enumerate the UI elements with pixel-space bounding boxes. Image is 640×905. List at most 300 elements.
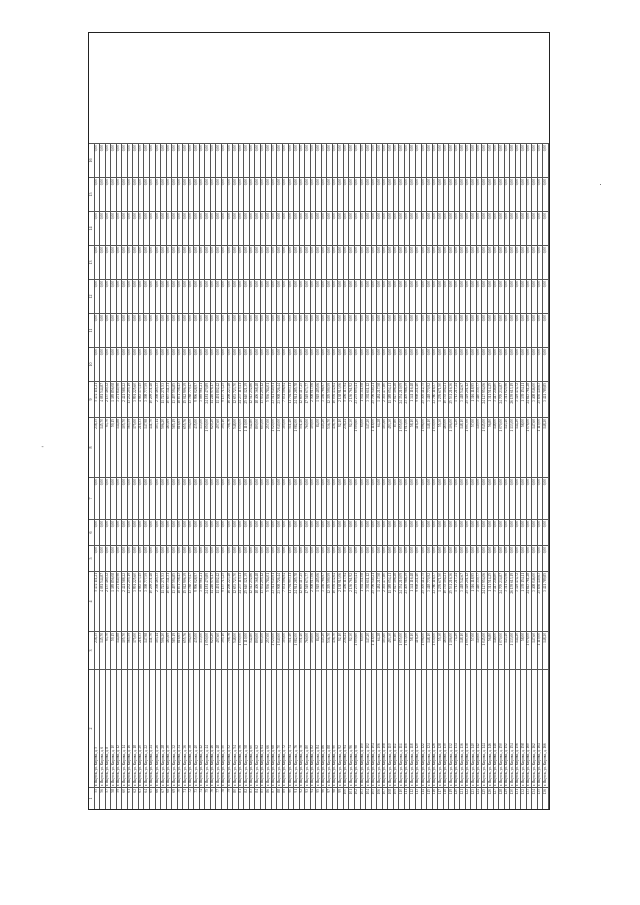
value-cell: 10 735 104,21 [444, 571, 450, 631]
value-cell: 145,20 [322, 631, 328, 669]
value-cell: 0,00 [255, 313, 261, 347]
value-cell: 0,00 [505, 211, 511, 245]
header-cell: 7 [89, 477, 95, 519]
value-cell: 148,10 [427, 631, 433, 669]
value-cell: 9 608 211,40 [416, 381, 422, 417]
value-cell: 0,00 [322, 477, 328, 519]
value-cell: 0,00 [194, 245, 200, 279]
value-cell: 238,35 [95, 631, 101, 669]
value-cell: 0,00 [277, 347, 283, 381]
row-number-cell: 95 [316, 787, 322, 809]
value-cell: 23 908 726,44 [277, 571, 283, 631]
value-cell: 0,00 [422, 477, 428, 519]
row-number-cell: 79 [228, 787, 234, 809]
value-cell: 0,00 [499, 347, 505, 381]
value-cell: 0,00 [277, 545, 283, 571]
value-cell: 0,00 [499, 279, 505, 313]
address-cell: г. Якутск, ул. Кирова, д. 116 [405, 669, 411, 787]
header-cell: 4 [89, 571, 95, 631]
header-cell: 3 [89, 631, 95, 669]
value-cell: 1 949 485,06 [316, 571, 322, 631]
value-cell: 493,30 [388, 417, 394, 477]
value-cell: 0,00 [505, 477, 511, 519]
value-cell: 0,00 [416, 143, 422, 177]
value-cell: 0,00 [216, 177, 222, 211]
value-cell: 5 936 784,01 [266, 381, 272, 417]
value-cell: 0,00 [377, 347, 383, 381]
value-cell: 0,00 [488, 245, 494, 279]
address-cell: г. Якутск, ул. Кирова, д. 74 [289, 669, 295, 787]
address-cell: г. Якутск, ул. Кирова, д. 30 [167, 669, 173, 787]
value-cell: 0,00 [466, 347, 472, 381]
value-cell: 800,00 [255, 417, 261, 477]
value-cell: 0,00 [117, 211, 123, 245]
value-cell: 1 076,00 [527, 631, 533, 669]
value-cell: 0,00 [405, 519, 411, 545]
value-cell: 1 020,00 [272, 631, 278, 669]
value-cell: 3 271 840,96 [117, 571, 123, 631]
value-cell: 0,00 [366, 279, 372, 313]
value-cell: 0,00 [239, 279, 245, 313]
value-cell: 0,00 [216, 143, 222, 177]
value-cell: 0,00 [527, 143, 533, 177]
value-cell: 0,00 [466, 279, 472, 313]
value-cell: 0,00 [460, 347, 466, 381]
value-cell: 0,00 [250, 477, 256, 519]
row-number-cell: 100 [344, 787, 350, 809]
value-cell: 0,00 [205, 143, 211, 177]
value-cell: 5 456 117,94 [344, 571, 350, 631]
value-cell: 0,00 [95, 245, 101, 279]
address-cell: г. Якутск, ул. Кирова, д. 98 [355, 669, 361, 787]
value-cell: 0,00 [311, 545, 317, 571]
value-cell: 0,00 [521, 211, 527, 245]
value-cell: 0,00 [150, 545, 156, 571]
value-cell: 800,00 [255, 631, 261, 669]
value-cell: 0,00 [305, 143, 311, 177]
value-cell: 0,00 [366, 143, 372, 177]
value-cell: 0,00 [355, 245, 361, 279]
value-cell: 1 389 856,08 [111, 571, 117, 631]
value-cell: 0,00 [111, 211, 117, 245]
value-cell: 15 042 906,39 [183, 381, 189, 417]
value-cell: 5 472 111,21 [95, 381, 101, 417]
value-cell: 133,00 [200, 631, 206, 669]
value-cell: 0,00 [427, 477, 433, 519]
value-cell: 0,00 [139, 519, 145, 545]
value-cell: 0,00 [172, 211, 178, 245]
value-cell: 12 395 599,59 [327, 381, 333, 417]
value-cell: 1 133,00 [510, 631, 516, 669]
row-number-cell: 111 [405, 787, 411, 809]
value-cell: 0,00 [471, 245, 477, 279]
value-cell: 0,00 [117, 477, 123, 519]
value-cell: 2 138 913,06 [338, 571, 344, 631]
value-cell: 0,00 [427, 177, 433, 211]
value-cell: 0,00 [383, 347, 389, 381]
value-cell: 0,00 [233, 519, 239, 545]
value-cell: 0,00 [444, 519, 450, 545]
value-cell: 0,00 [283, 279, 289, 313]
row-number-cell: 77 [216, 787, 222, 809]
value-cell: 0,00 [250, 211, 256, 245]
value-cell: 0,00 [521, 477, 527, 519]
row-number-cell: 56 [100, 787, 106, 809]
header-cell: 2 [89, 669, 95, 787]
address-cell: г. Якутск, ул. Кирова, д. 158 [521, 669, 527, 787]
value-cell: 1 311 514,25 [488, 381, 494, 417]
value-cell: 0,00 [283, 545, 289, 571]
value-cell: 0,00 [516, 177, 522, 211]
value-cell: 0,00 [305, 279, 311, 313]
header-cell: 6 [89, 519, 95, 545]
value-cell: 0,00 [189, 211, 195, 245]
value-cell: 0,00 [377, 313, 383, 347]
value-cell: 0,00 [449, 477, 455, 519]
value-cell: 0,00 [183, 279, 189, 313]
value-cell: 0,00 [466, 211, 472, 245]
value-cell: 0,00 [117, 143, 123, 177]
row-number-cell: 72 [189, 787, 195, 809]
value-cell: 0,00 [449, 245, 455, 279]
value-cell: 58,10 [410, 417, 416, 477]
value-cell: 0,00 [355, 545, 361, 571]
value-cell: 0,00 [189, 313, 195, 347]
value-cell: 0,00 [289, 477, 295, 519]
value-cell: 4 081 544,87 [100, 571, 106, 631]
value-cell: 0,00 [516, 245, 522, 279]
value-cell: 0,00 [305, 347, 311, 381]
value-cell: 0,00 [383, 519, 389, 545]
data-table [88, 32, 550, 810]
value-cell: 0,00 [494, 545, 500, 571]
value-cell: 0,00 [95, 313, 101, 347]
address-cell: г. Якутск, ул. Кирова, д. 162 [532, 669, 538, 787]
value-cell: 23 275 605,41 [355, 381, 361, 417]
value-cell: 0,00 [527, 313, 533, 347]
value-cell: 23 908 726,44 [277, 381, 283, 417]
value-cell: 0,00 [349, 177, 355, 211]
value-cell: 493,30 [388, 631, 394, 669]
value-cell: 0,00 [283, 477, 289, 519]
value-cell: 0,00 [172, 545, 178, 571]
value-cell: 0,00 [261, 519, 267, 545]
value-cell: 0,00 [300, 279, 306, 313]
value-cell: 1 096,00 [422, 417, 428, 477]
value-cell: 218,33 [139, 417, 145, 477]
address-cell: г. Якутск, ул. Кирова, д. 160 [527, 669, 533, 787]
value-cell: 0,00 [117, 313, 123, 347]
value-cell: 5 936 784,01 [266, 571, 272, 631]
value-cell: 0,00 [372, 347, 378, 381]
value-cell: 13 232 205,19 [128, 381, 134, 417]
value-cell: 0,00 [449, 211, 455, 245]
value-cell: 436,70 [333, 417, 339, 477]
value-cell: 0,00 [244, 347, 250, 381]
value-cell: 463,69 [167, 417, 173, 477]
value-cell: 0,00 [433, 519, 439, 545]
value-cell: 708,76 [228, 417, 234, 477]
value-cell: 603,00 [261, 417, 267, 477]
value-cell: 0,00 [100, 347, 106, 381]
value-cell: 1 055,00 [399, 631, 405, 669]
row-number-cell: 62 [133, 787, 139, 809]
value-cell: 0,00 [283, 245, 289, 279]
value-cell: 58,00 [521, 631, 527, 669]
value-cell: 465,00 [444, 417, 450, 477]
value-cell: 0,00 [527, 545, 533, 571]
value-cell: 0,00 [399, 245, 405, 279]
value-cell: 3 991 225,60 [133, 381, 139, 417]
value-cell: 0,00 [255, 545, 261, 571]
value-cell: 594,00 [189, 631, 195, 669]
row-number-cell: 112 [410, 787, 416, 809]
value-cell: 0,00 [261, 477, 267, 519]
value-cell: 0,00 [433, 477, 439, 519]
value-cell: 1 030,00 [433, 417, 439, 477]
row-number-cell: 96 [322, 787, 328, 809]
value-cell: 0,00 [228, 245, 234, 279]
value-cell: 0,00 [438, 347, 444, 381]
value-cell: 0,00 [532, 347, 538, 381]
value-cell: 0,00 [372, 279, 378, 313]
value-cell: 0,00 [106, 177, 112, 211]
value-cell: 0,00 [222, 519, 228, 545]
value-cell: 0,00 [327, 245, 333, 279]
value-cell: 0,00 [521, 519, 527, 545]
value-cell: 0,00 [349, 245, 355, 279]
value-cell: 0,00 [128, 347, 134, 381]
value-cell: 0,00 [122, 477, 128, 519]
value-cell: 0,00 [255, 211, 261, 245]
value-cell: 0,00 [239, 519, 245, 545]
value-cell: 0,00 [289, 347, 295, 381]
value-cell: 148,20 [543, 631, 549, 669]
value-cell: 0,00 [416, 245, 422, 279]
value-cell: 0,00 [277, 313, 283, 347]
value-cell: 1 276 671,50 [438, 381, 444, 417]
address-cell: г. Якутск, ул. Кирова, д. 56 [239, 669, 245, 787]
address-cell: г. Якутск, ул. Кирова, д. 44 [205, 669, 211, 787]
value-cell: 0,00 [189, 545, 195, 571]
value-cell: 26 159 613,19 [510, 381, 516, 417]
value-cell: 0,00 [377, 545, 383, 571]
row-number-cell: 82 [244, 787, 250, 809]
value-cell: 0,00 [95, 477, 101, 519]
value-cell: 0,00 [172, 519, 178, 545]
value-cell: 0,00 [228, 545, 234, 571]
value-cell: 0,00 [133, 279, 139, 313]
value-cell: 149,00 [477, 417, 483, 477]
value-cell: 0,00 [167, 279, 173, 313]
value-cell: 620,20 [211, 631, 217, 669]
header-cell: 13 [89, 245, 95, 279]
value-cell: 11 723 271,53 [161, 571, 167, 631]
value-cell: 12 653 723,70 [233, 571, 239, 631]
value-cell: 0,00 [327, 143, 333, 177]
row-number-cell: 107 [383, 787, 389, 809]
value-cell: 3 392 611,12 [366, 381, 372, 417]
value-cell: 0,00 [172, 279, 178, 313]
value-cell: 0,00 [322, 347, 328, 381]
value-cell: 0,00 [122, 177, 128, 211]
value-cell: 416,20 [416, 417, 422, 477]
address-cell: г. Якутск, ул. Кирова, д. 104 [372, 669, 378, 787]
value-cell: 0,00 [178, 211, 184, 245]
value-cell: 0,00 [100, 211, 106, 245]
value-cell: 0,00 [338, 245, 344, 279]
value-cell: 0,00 [216, 347, 222, 381]
value-cell: 0,00 [200, 211, 206, 245]
value-cell: 0,00 [322, 279, 328, 313]
value-cell: 0,00 [494, 477, 500, 519]
value-cell: 0,00 [205, 347, 211, 381]
value-cell: 0,00 [405, 279, 411, 313]
address-cell: г. Якутск, ул. Кирова, д. 80 [305, 669, 311, 787]
value-cell: 0,00 [543, 477, 549, 519]
scan-speck [600, 184, 601, 185]
row-number-cell: 117 [438, 787, 444, 809]
row-number-cell: 57 [106, 787, 112, 809]
value-cell: 65,00 [361, 417, 367, 477]
value-cell: 0,00 [305, 313, 311, 347]
value-cell: 0,00 [100, 477, 106, 519]
address-cell: г. Якутск, ул. Кирова, д. 152 [505, 669, 511, 787]
value-cell: 11 491 802,42 [216, 571, 222, 631]
value-cell: 0,00 [305, 245, 311, 279]
row-number-cell: 102 [355, 787, 361, 809]
value-cell: 1 055,00 [399, 417, 405, 477]
value-cell: 0,00 [305, 477, 311, 519]
value-cell: 0,00 [211, 545, 217, 571]
row-number-cell: 87 [272, 787, 278, 809]
value-cell: 2 138 913,06 [338, 381, 344, 417]
row-number-cell: 88 [277, 787, 283, 809]
value-cell: 3 418 542,67 [460, 571, 466, 631]
value-cell: 0,00 [422, 279, 428, 313]
value-cell: 2 398 465,33 [156, 571, 162, 631]
value-cell: 0,00 [183, 143, 189, 177]
value-cell: 24 941 285,78 [294, 381, 300, 417]
value-cell: 0,00 [250, 545, 256, 571]
value-cell: 0,00 [372, 519, 378, 545]
value-cell: 0,00 [294, 313, 300, 347]
value-cell: 0,00 [494, 279, 500, 313]
row-number-cell: 81 [239, 787, 245, 809]
value-cell: 0,00 [222, 545, 228, 571]
value-cell: 0,00 [543, 519, 549, 545]
row-number-cell: 132 [521, 787, 527, 809]
value-cell: 0,00 [466, 545, 472, 571]
value-cell: 0,00 [106, 143, 112, 177]
value-cell: 109,00 [311, 417, 317, 477]
value-cell: 0,00 [361, 477, 367, 519]
value-cell: 0,00 [482, 545, 488, 571]
row-number-cell: 134 [532, 787, 538, 809]
value-cell: 0,00 [471, 313, 477, 347]
value-cell: 0,00 [455, 177, 461, 211]
value-cell: 0,00 [211, 519, 217, 545]
value-cell: 3 311 025,96 [505, 571, 511, 631]
value-cell: 0,00 [266, 279, 272, 313]
value-cell: 0,00 [228, 211, 234, 245]
row-number-cell: 76 [211, 787, 217, 809]
value-cell: 1 502 311,08 [361, 381, 367, 417]
value-cell: 0,00 [377, 143, 383, 177]
value-cell: 0,00 [333, 477, 339, 519]
row-number-cell: 125 [482, 787, 488, 809]
value-cell: 0,00 [405, 143, 411, 177]
value-cell: 3 398 777,59 [144, 571, 150, 631]
value-cell: 2 027 106,28 [394, 381, 400, 417]
address-cell: г. Якутск, ул. Кирова, д. 46 [211, 669, 217, 787]
value-cell: 0,00 [460, 245, 466, 279]
value-cell: 0,00 [228, 177, 234, 211]
value-cell: 105,70 [122, 631, 128, 669]
address-cell: г. Якутск, ул. Кирова, д. 22 [144, 669, 150, 787]
value-cell: 655,76 [183, 417, 189, 477]
value-cell: 0,00 [122, 347, 128, 381]
value-cell: 0,00 [200, 545, 206, 571]
value-cell: 441,70 [150, 631, 156, 669]
value-cell: 0,00 [471, 545, 477, 571]
value-cell: 0,00 [477, 477, 483, 519]
value-cell: 0,00 [289, 177, 295, 211]
value-cell: 0,00 [510, 313, 516, 347]
value-cell: 0,00 [300, 477, 306, 519]
value-cell: 4 983 173,45 [139, 571, 145, 631]
value-cell: 0,00 [455, 279, 461, 313]
value-cell: 0,00 [482, 211, 488, 245]
value-cell: 0,00 [383, 545, 389, 571]
value-cell: 0,00 [383, 245, 389, 279]
value-cell: 0,00 [327, 211, 333, 245]
value-cell: 0,00 [311, 177, 317, 211]
address-cell: г. Якутск, ул. Кирова, д. 64 [261, 669, 267, 787]
value-cell: 11 389 054,41 [388, 571, 394, 631]
value-cell: 0,00 [333, 313, 339, 347]
address-cell: г. Якутск, ул. Кирова, д. 144 [482, 669, 488, 787]
value-cell: 0,00 [388, 245, 394, 279]
value-cell: 0,00 [471, 279, 477, 313]
value-cell: 0,00 [128, 313, 134, 347]
value-cell: 0,00 [144, 245, 150, 279]
value-cell: 0,00 [322, 519, 328, 545]
value-cell: 12 653 723,70 [233, 381, 239, 417]
value-cell: 11 794 903,11 [289, 571, 295, 631]
value-cell: 0,00 [477, 279, 483, 313]
row-number-cell: 97 [327, 787, 333, 809]
value-cell: 0,00 [200, 279, 206, 313]
value-cell: 74,20 [455, 631, 461, 669]
value-cell: 2 136 761,92 [349, 381, 355, 417]
value-cell: 0,00 [361, 347, 367, 381]
value-cell: 0,00 [244, 143, 250, 177]
value-cell: 3 336 766,97 [322, 571, 328, 631]
value-cell: 13 497 594,85 [172, 571, 178, 631]
value-cell: 0,00 [294, 143, 300, 177]
value-cell: 0,00 [482, 313, 488, 347]
value-cell: 0,00 [156, 545, 162, 571]
row-number-cell: 71 [183, 787, 189, 809]
value-cell: 3 392 611,12 [366, 571, 372, 631]
value-cell: 0,00 [543, 545, 549, 571]
value-cell: 103,14 [156, 417, 162, 477]
value-cell: 0,00 [422, 143, 428, 177]
value-cell: 0,00 [178, 545, 184, 571]
value-cell: 0,00 [144, 211, 150, 245]
value-cell: 238,35 [95, 417, 101, 477]
